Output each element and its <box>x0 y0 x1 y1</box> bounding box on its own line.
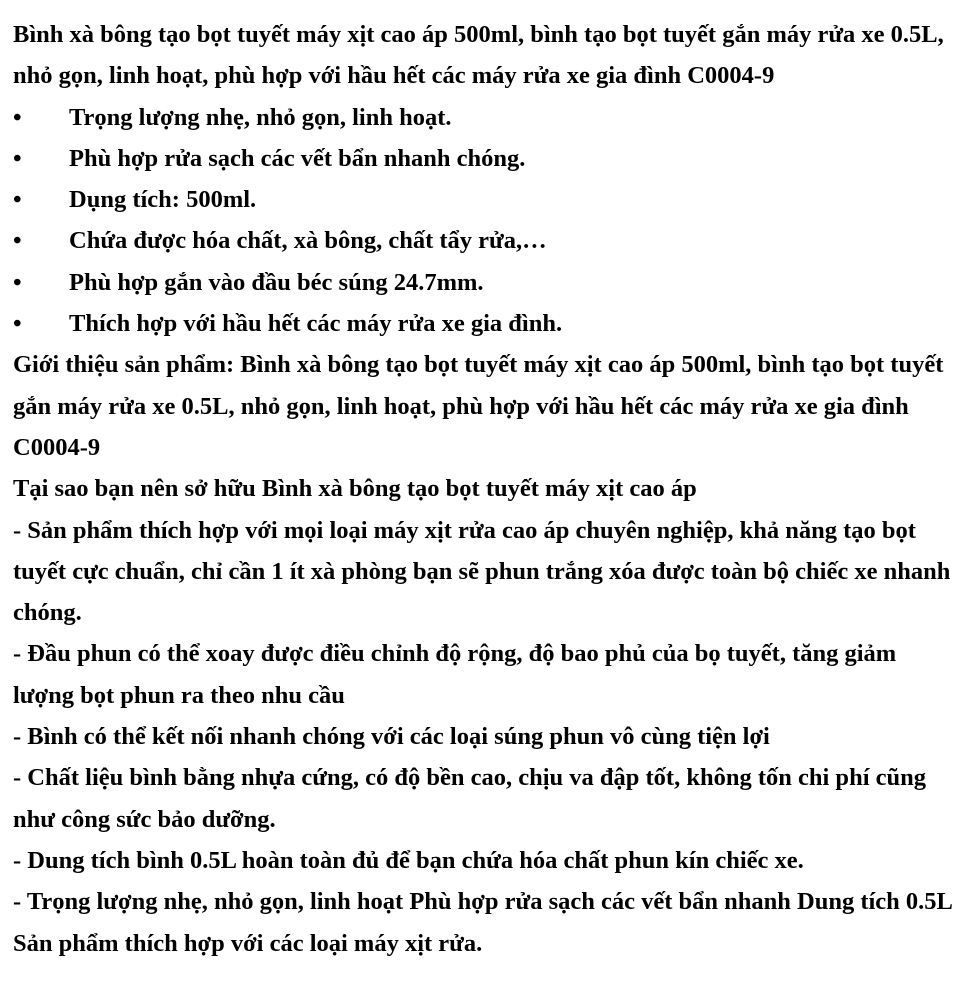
bullet-icon: • <box>13 268 22 296</box>
feature-paragraph: - Đầu phun có thể xoay được điều chỉnh độ rộng, độ bao phủ của bọ tuyết, tăng giảm lượng bọt phun ra theo nhu cầu <box>13 640 897 709</box>
bullet-item <box>13 179 952 220</box>
bullet-item <box>13 138 952 179</box>
bullet-icon: • <box>13 103 22 131</box>
feature-paragraph: - Sản phẩm thích hợp với mọi loại máy xịt rửa cao áp chuyên nghiệp, khả năng tạo bọt tuyết cực chuẩn, chỉ cần 1 ít xà phòng bạn sẽ phun trắng xóa được toàn bộ chiếc xe nhanh chóng. <box>13 516 951 627</box>
product-intro: Giới thiệu sản phẩm: Bình xà bông tạo bọt tuyết máy xịt cao áp 500ml, bình tạo bọt tuyết gắn máy rửa xe 0.5L, nhỏ gọn, linh hoạt, phù hợp với hầu hết các máy rửa xe gia đình C0004-9 <box>13 351 944 461</box>
bullet-icon: • <box>13 186 22 214</box>
product-title: Bình xà bông tạo bọt tuyết máy xịt cao áp 500ml, bình tạo bọt tuyết gắn máy rửa xe 0.5L, nhỏ gọn, linh hoạt, phù hợp với hầu hết các máy rửa xe gia đình C0004-9 <box>13 21 944 90</box>
bullet-icon: • <box>13 227 22 255</box>
bullet-text: Chứa được hóa chất, xà bông, chất tẩy rửa,… <box>69 227 547 255</box>
feature-paragraph: - Bình có thể kết nối nhanh chóng với các loại súng phun vô cùng tiện lợi <box>13 723 770 751</box>
bullet-text: Thích hợp với hầu hết các máy rửa xe gia đình. <box>69 310 563 338</box>
bullet-icon: • <box>13 310 22 338</box>
bullet-text: Phù hợp gắn vào đầu béc súng 24.7mm. <box>69 268 484 296</box>
feature-paragraph: - Chất liệu bình bằng nhựa cứng, có độ bền cao, chịu va đập tốt, không tốn chi phí cũng như công sức bảo dưỡng. <box>13 764 926 833</box>
feature-paragraph: - Trọng lượng nhẹ, nhỏ gọn, linh hoạt Phù hợp rửa sạch các vết bẩn nhanh Dung tích 0.5L Sản phẩm thích hợp với các loại máy xịt rửa. <box>13 888 952 957</box>
bullet-item <box>13 303 952 344</box>
bullet-item <box>13 262 952 303</box>
why-heading: Tại sao bạn nên sở hữu Bình xà bông tạo bọt tuyết máy xịt cao áp <box>13 475 697 503</box>
feature-bullet-list <box>13 97 952 345</box>
bullet-icon: • <box>13 144 22 172</box>
bullet-item <box>13 97 952 138</box>
bullet-text: Trọng lượng nhẹ, nhỏ gọn, linh hoạt. <box>69 103 452 131</box>
bullet-item <box>13 220 952 261</box>
bullet-text: Dụng tích: 500ml. <box>69 186 257 214</box>
bullet-text: Phù hợp rửa sạch các vết bẩn nhanh chóng. <box>69 144 526 172</box>
feature-paragraph: - Dung tích bình 0.5L hoàn toàn đủ để bạn chứa hóa chất phun kín chiếc xe. <box>13 846 804 874</box>
